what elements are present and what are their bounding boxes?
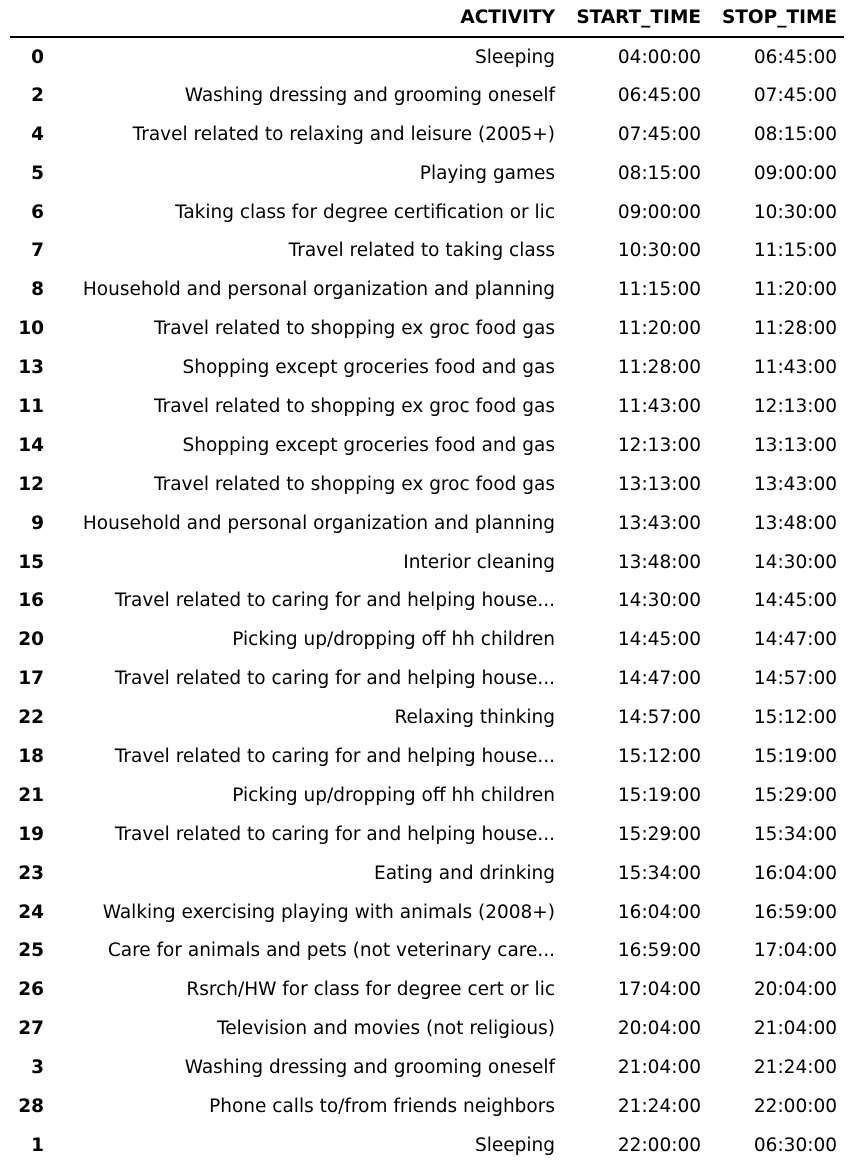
cell-stop-time: 14:45:00 (753, 590, 837, 612)
row-index: 23 (18, 862, 44, 884)
cell-start-time: 09:00:00 (617, 201, 701, 223)
activity-table (10, 0, 844, 1165)
row-index: 27 (18, 1018, 44, 1040)
cell-stop-time: 21:24:00 (753, 1057, 837, 1079)
cell-start-time: 11:15:00 (617, 279, 701, 301)
table-row (10, 504, 844, 543)
cell-start-time: 07:45:00 (617, 123, 701, 145)
cell-start-time: 14:47:00 (617, 668, 701, 690)
cell-stop-time: 21:04:00 (753, 1018, 837, 1040)
table-row (10, 737, 844, 776)
cell-activity: Travel related to shopping ex groc food gas (154, 473, 555, 495)
row-index: 19 (18, 823, 44, 845)
cell-stop-time: 15:34:00 (753, 823, 837, 845)
row-index: 1 (31, 1134, 44, 1156)
cell-activity: Household and personal organization and planning (82, 279, 555, 301)
cell-activity: Taking class for degree certification or lic (175, 201, 555, 223)
table-row (10, 659, 844, 698)
cell-stop-time: 17:04:00 (753, 940, 837, 962)
table-row (10, 309, 844, 348)
cell-start-time: 21:04:00 (617, 1057, 701, 1079)
cell-start-time: 14:45:00 (617, 629, 701, 651)
cell-activity: Sleeping (475, 47, 555, 69)
table-row (10, 698, 844, 737)
cell-activity: Travel related to caring for and helping house... (114, 745, 555, 767)
cell-activity: Travel related to caring for and helping house... (114, 590, 555, 612)
cell-activity: Picking up/dropping off hh children (232, 629, 555, 651)
cell-activity: Interior cleaning (403, 551, 555, 573)
cell-activity: Travel related to shopping ex groc food gas (154, 395, 555, 417)
table-row (10, 543, 844, 582)
row-index: 28 (18, 1095, 44, 1117)
cell-stop-time: 07:45:00 (753, 84, 837, 106)
table-row (10, 776, 844, 815)
table-row (10, 854, 844, 893)
row-index: 10 (18, 318, 44, 340)
cell-stop-time: 11:28:00 (753, 318, 837, 340)
table-row (10, 581, 844, 620)
cell-start-time: 11:28:00 (617, 357, 701, 379)
cell-stop-time: 14:47:00 (753, 629, 837, 651)
cell-start-time: 11:43:00 (617, 395, 701, 417)
row-index: 13 (18, 357, 44, 379)
cell-start-time: 10:30:00 (617, 240, 701, 262)
cell-stop-time: 11:15:00 (753, 240, 837, 262)
cell-stop-time: 15:19:00 (753, 745, 837, 767)
table-row (10, 815, 844, 854)
cell-stop-time: 14:30:00 (753, 551, 837, 573)
cell-stop-time: 11:43:00 (753, 357, 837, 379)
cell-start-time: 14:57:00 (617, 707, 701, 729)
cell-activity: Washing dressing and grooming oneself (184, 84, 555, 106)
header-row (10, 0, 844, 37)
cell-stop-time: 06:30:00 (753, 1134, 837, 1156)
table-row (10, 37, 844, 76)
table-row (10, 154, 844, 193)
cell-stop-time: 15:12:00 (753, 707, 837, 729)
cell-stop-time: 08:15:00 (753, 123, 837, 145)
cell-stop-time: 13:13:00 (753, 434, 837, 456)
row-index: 24 (18, 901, 44, 923)
row-index: 14 (18, 434, 44, 456)
row-index: 3 (31, 1057, 44, 1079)
row-index: 17 (18, 668, 44, 690)
column-header-activity: ACTIVITY (50, 0, 562, 37)
table-body (10, 37, 844, 1165)
cell-activity: Travel related to shopping ex groc food gas (154, 318, 555, 340)
cell-activity: Walking exercising playing with animals (2008+) (102, 901, 555, 923)
row-index: 22 (18, 707, 44, 729)
cell-stop-time: 13:48:00 (753, 512, 837, 534)
cell-activity: Phone calls to/from friends neighbors (209, 1095, 555, 1117)
cell-activity: Washing dressing and grooming oneself (184, 1057, 555, 1079)
column-header-start-time: START_TIME (562, 0, 708, 37)
cell-stop-time: 16:04:00 (753, 862, 837, 884)
table-row (10, 1126, 844, 1165)
cell-start-time: 11:20:00 (617, 318, 701, 340)
row-index: 9 (31, 512, 44, 534)
row-index: 4 (31, 123, 44, 145)
cell-start-time: 20:04:00 (617, 1018, 701, 1040)
cell-start-time: 14:30:00 (617, 590, 701, 612)
cell-start-time: 15:29:00 (617, 823, 701, 845)
table-row (10, 970, 844, 1009)
table-row (10, 231, 844, 270)
cell-start-time: 12:13:00 (617, 434, 701, 456)
row-index: 21 (18, 784, 44, 806)
cell-activity: Care for animals and pets (not veterinary care... (107, 940, 555, 962)
cell-stop-time: 15:29:00 (753, 784, 837, 806)
table-row (10, 1048, 844, 1087)
cell-start-time: 06:45:00 (617, 84, 701, 106)
row-index: 2 (31, 84, 44, 106)
activity-table-container (10, 0, 844, 1165)
row-index: 15 (18, 551, 44, 573)
cell-activity: Shopping except groceries food and gas (182, 357, 555, 379)
table-row (10, 426, 844, 465)
table-row (10, 193, 844, 232)
row-index: 25 (18, 940, 44, 962)
cell-stop-time: 11:20:00 (753, 279, 837, 301)
cell-start-time: 15:19:00 (617, 784, 701, 806)
cell-start-time: 08:15:00 (617, 162, 701, 184)
row-index: 6 (31, 201, 44, 223)
cell-activity: Travel related to relaxing and leisure (2005+) (132, 123, 555, 145)
cell-activity: Household and personal organization and planning (82, 512, 555, 534)
cell-activity: Playing games (419, 162, 555, 184)
cell-start-time: 13:43:00 (617, 512, 701, 534)
row-index: 20 (18, 629, 44, 651)
cell-start-time: 21:24:00 (617, 1095, 701, 1117)
cell-start-time: 22:00:00 (617, 1134, 701, 1156)
table-row (10, 348, 844, 387)
cell-stop-time: 10:30:00 (753, 201, 837, 223)
cell-start-time: 04:00:00 (617, 47, 701, 69)
row-index: 0 (31, 47, 44, 69)
row-index: 18 (18, 745, 44, 767)
row-index: 11 (18, 395, 44, 417)
cell-activity: Travel related to taking class (288, 240, 555, 262)
cell-start-time: 16:04:00 (617, 901, 701, 923)
row-index: 5 (31, 162, 44, 184)
cell-activity: Sleeping (475, 1134, 555, 1156)
cell-activity: Rsrch/HW for class for degree cert or lic (186, 979, 555, 1001)
cell-stop-time: 14:57:00 (753, 668, 837, 690)
cell-activity: Television and movies (not religious) (217, 1018, 555, 1040)
cell-activity: Travel related to caring for and helping house... (114, 668, 555, 690)
cell-activity: Relaxing thinking (394, 707, 555, 729)
cell-start-time: 13:48:00 (617, 551, 701, 573)
cell-stop-time: 20:04:00 (753, 979, 837, 1001)
cell-activity: Eating and drinking (374, 862, 555, 884)
cell-stop-time: 09:00:00 (753, 162, 837, 184)
cell-activity: Shopping except groceries food and gas (182, 434, 555, 456)
row-index: 26 (18, 979, 44, 1001)
table-row (10, 893, 844, 932)
row-index: 12 (18, 473, 44, 495)
cell-start-time: 15:12:00 (617, 745, 701, 767)
cell-stop-time: 22:00:00 (753, 1095, 837, 1117)
table-row (10, 931, 844, 970)
cell-stop-time: 06:45:00 (753, 47, 837, 69)
table-row (10, 387, 844, 426)
table-row (10, 620, 844, 659)
cell-stop-time: 13:43:00 (753, 473, 837, 495)
cell-start-time: 17:04:00 (617, 979, 701, 1001)
table-header (10, 0, 844, 37)
cell-start-time: 15:34:00 (617, 862, 701, 884)
cell-activity: Travel related to caring for and helping house... (114, 823, 555, 845)
cell-start-time: 16:59:00 (617, 940, 701, 962)
table-row (10, 76, 844, 115)
cell-activity: Picking up/dropping off hh children (232, 784, 555, 806)
column-header-index (10, 0, 50, 37)
table-row (10, 115, 844, 154)
cell-start-time: 13:13:00 (617, 473, 701, 495)
row-index: 7 (31, 240, 44, 262)
table-row (10, 270, 844, 309)
column-header-stop-time: STOP_TIME (708, 0, 844, 37)
table-row (10, 1009, 844, 1048)
row-index: 8 (31, 279, 44, 301)
table-row (10, 1087, 844, 1126)
cell-stop-time: 12:13:00 (753, 395, 837, 417)
table-row (10, 465, 844, 504)
cell-stop-time: 16:59:00 (753, 901, 837, 923)
row-index: 16 (18, 590, 44, 612)
